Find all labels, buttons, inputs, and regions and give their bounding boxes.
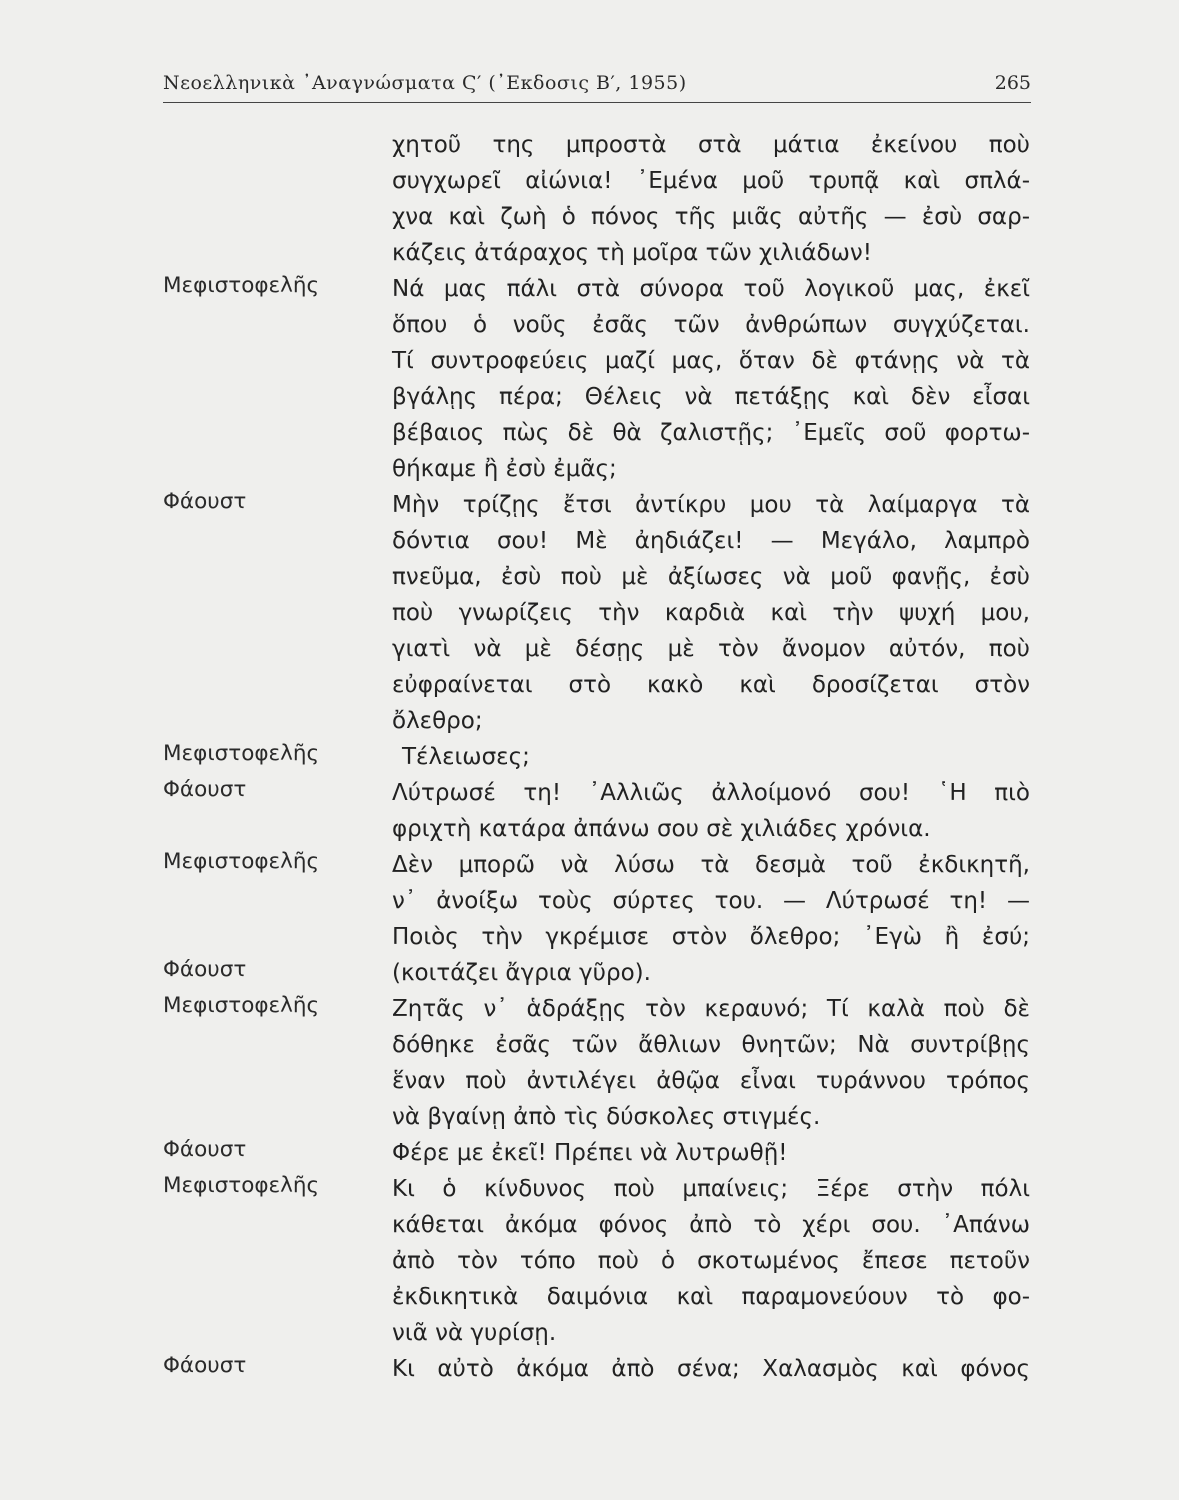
speaker-name: Μεφιστοφελῆς (163, 741, 320, 766)
speaker-name: Φάουστ (163, 489, 247, 514)
text-line: (κοιτάζει ἄγρια γῦρο). (392, 960, 651, 986)
text-line: γιατὶ νὰ μὲ δέσῃς μὲ τὸν ἄνομον αὐτόν, ποὺ (392, 636, 1030, 662)
text-line: δόθηκε ἐσᾶς τῶν ἄθλιων θνητῶν; Νὰ συντρίβῃς (392, 1032, 1030, 1058)
speaker-name: Φάουστ (163, 777, 247, 802)
speaker-name: Μεφιστοφελῆς (163, 993, 320, 1018)
text-line: Φέρε με ἐκεῖ! Πρέπει νὰ λυτρωθῇ! (392, 1140, 788, 1166)
text-line: Κι ὁ κίνδυνος ποὺ μπαίνεις; Ξέρε στὴν πόλι (392, 1176, 1030, 1202)
text-line: χνα καὶ ζωὴ ὁ πόνος τῆς μιᾶς αὐτῆς — ἐσὺ σαρ- (392, 204, 1030, 230)
text-line: Ζητᾶς ν᾽ ἁδράξῃς τὸν κεραυνό; Τί καλὰ ποὺ δὲ (392, 996, 1030, 1022)
text-line: φριχτὴ κατάρα ἀπάνω σου σὲ χιλιάδες χρόνια. (392, 816, 931, 842)
speaker-name: Μεφιστοφελῆς (163, 273, 320, 298)
text-line: κάζεις ἀτάραχος τὴ μοῖρα τῶν χιλιάδων! (392, 240, 872, 266)
text-line: Λύτρωσέ τη! ᾿Αλλιῶς ἀλλοίμονό σου! ῾Η πιὸ (392, 780, 1030, 806)
header-title: Νεοελληνικὰ ᾿Αναγνώσματα Ϛ′ (᾿Εκδοσις Β′, 1955) (163, 72, 687, 94)
text-line: Νά μας πάλι στὰ σύνορα τοῦ λογικοῦ μας, ἐκεῖ (392, 276, 1030, 302)
text-line: ὄλεθρο; (392, 708, 483, 734)
running-header (163, 68, 1031, 103)
text-line: κάθεται ἀκόμα φόνος ἀπὸ τὸ χέρι σου. ᾿Απάνω (392, 1212, 1030, 1238)
speaker-name: Μεφιστοφελῆς (163, 849, 320, 874)
text-line: χητοῦ της μπροστὰ στὰ μάτια ἐκείνου ποὺ (392, 132, 1030, 158)
text-line: ἕναν ποὺ ἀντιλέγει ἀθῷα εἶναι τυράννου τρόπος (392, 1068, 1030, 1094)
speaker-name: Φάουστ (163, 1137, 247, 1162)
text-line: βέβαιος πὼς δὲ θὰ ζαλιστῇς; ᾿Εμεῖς σοῦ φορτω- (392, 420, 1030, 446)
text-line: ἐκδικητικὰ δαιμόνια καὶ παραμονεύουν τὸ φο- (392, 1284, 1030, 1310)
speaker-name: Φάουστ (163, 957, 247, 982)
text-line: Μὴν τρίζῃς ἔτσι ἀντίκρυ μου τὰ λαίμαργα τὰ (392, 492, 1030, 518)
text-line: ν᾽ ἀνοίξω τοὺς σύρτες του. — Λύτρωσέ τη! — (392, 888, 1030, 914)
text-line: Τέλειωσες; (402, 744, 530, 770)
text-line: Κι αὐτὸ ἀκόμα ἀπὸ σένα; Χαλασμὸς καὶ φόνος (392, 1356, 1030, 1382)
text-line: συγχωρεῖ αἰώνια! ᾿Εμένα μοῦ τρυπᾷ καὶ σπλά- (392, 168, 1030, 194)
text-line: βγάλῃς πέρα; Θέλεις νὰ πετάξῃς καὶ δὲν εἶσαι (392, 384, 1030, 410)
speaker-name: Μεφιστοφελῆς (163, 1173, 320, 1198)
text-line: ποὺ γνωρίζεις τὴν καρδιὰ καὶ τὴν ψυχή μου, (392, 600, 1030, 626)
text-line: Τί συντροφεύεις μαζί μας, ὅταν δὲ φτάνῃς νὰ τὰ (392, 348, 1030, 374)
text-line: Δὲν μπορῶ νὰ λύσω τὰ δεσμὰ τοῦ ἐκδικητῆ, (392, 852, 1030, 878)
page-number: 265 (994, 72, 1031, 94)
text-line: νιᾶ νὰ γυρίσῃ. (392, 1320, 557, 1346)
text-line: θήκαμε ἢ ἐσὺ ἐμᾶς; (392, 456, 617, 482)
text-line: ἀπὸ τὸν τόπο ποὺ ὁ σκοτωμένος ἔπεσε πετοῦν (392, 1248, 1030, 1274)
text-line: νὰ βγαίνῃ ἀπὸ τὶς δύσκολες στιγμές. (392, 1104, 821, 1130)
text-line: δόντια σου! Μὲ ἀηδιάζει! — Μεγάλο, λαμπρὸ (392, 528, 1030, 554)
speaker-name: Φάουστ (163, 1353, 247, 1378)
text-line: εὐφραίνεται στὸ κακὸ καὶ δροσίζεται στὸν (392, 672, 1030, 698)
text-line: Ποιὸς τὴν γκρέμισε στὸν ὄλεθρο; ᾿Εγὼ ἢ ἐσύ; (392, 924, 1030, 950)
text-line: ὅπου ὁ νοῦς ἐσᾶς τῶν ἀνθρώπων συγχύζεται. (392, 312, 1030, 338)
text-line: πνεῦμα, ἐσὺ ποὺ μὲ ἀξίωσες νὰ μοῦ φανῇς, ἐσὺ (392, 564, 1030, 590)
